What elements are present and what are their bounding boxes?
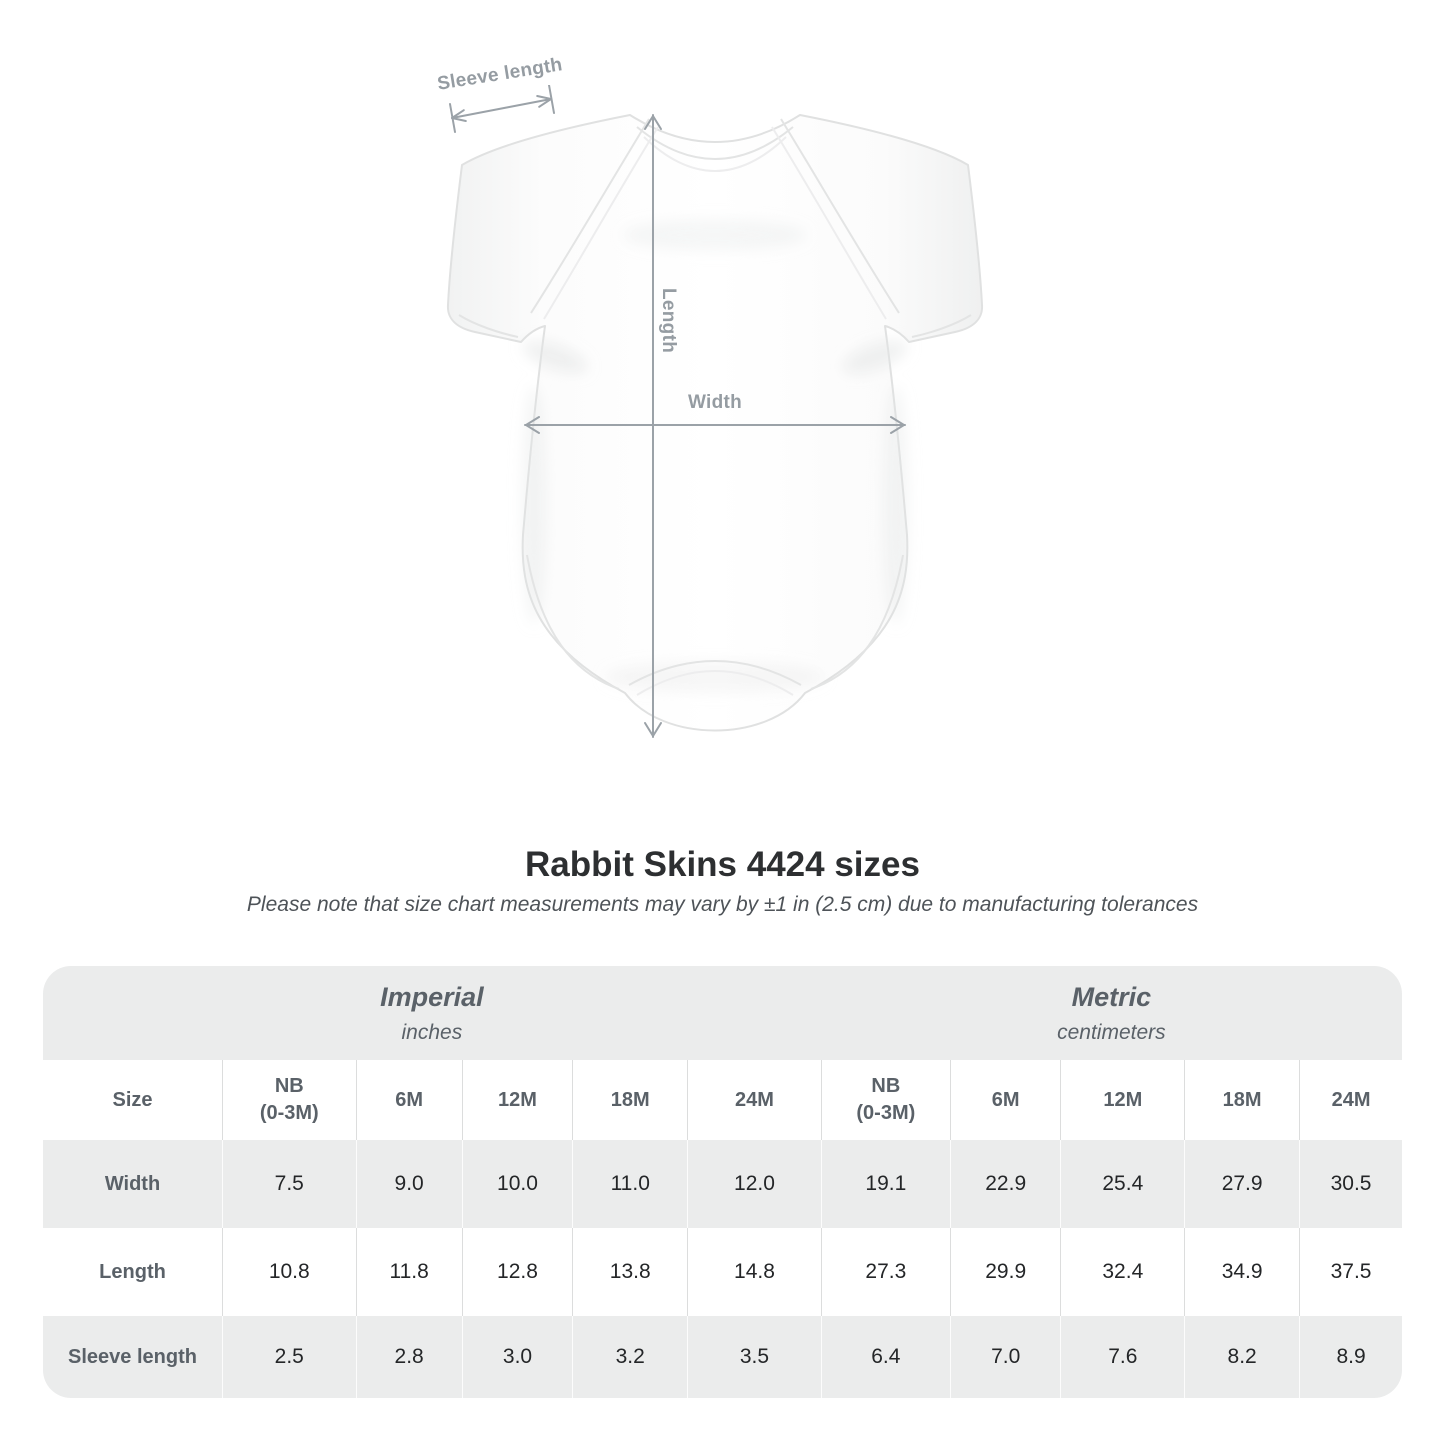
value-cell: 30.5: [1299, 1140, 1402, 1228]
metric-group-title: Metric: [1071, 981, 1152, 1012]
value-cell: 8.9: [1299, 1316, 1402, 1398]
value-cell: 37.5: [1299, 1228, 1402, 1316]
page-title: Rabbit Skins 4424 sizes: [525, 845, 920, 884]
value-cell: 32.4: [1060, 1228, 1184, 1316]
value-cell: 10.0: [462, 1140, 573, 1228]
length-label: Length: [658, 288, 679, 354]
value-cell: 22.9: [950, 1140, 1061, 1228]
column-header-nb-imperial: NB (0-3M): [222, 1060, 356, 1140]
sleeve-length-label: Sleeve length: [435, 54, 564, 95]
row-label-width: Width: [43, 1140, 222, 1228]
row-label-sleeve-length: Sleeve length: [43, 1316, 222, 1398]
imperial-group-unit: inches: [401, 1020, 463, 1044]
value-cell: 10.8: [222, 1228, 356, 1316]
size-corner-label: Size: [112, 1088, 153, 1111]
sleeve-length-arrow: [450, 85, 554, 132]
value-cell: 7.6: [1060, 1316, 1184, 1398]
size-chart-table: [43, 966, 1402, 1398]
metric-group-header: [821, 966, 1402, 1060]
column-header-6m-metric: 6M: [950, 1060, 1061, 1140]
value-cell: 13.8: [572, 1228, 687, 1316]
column-header-12m-imperial: 12M: [462, 1060, 573, 1140]
value-cell: 8.2: [1184, 1316, 1299, 1398]
column-header-6m-imperial: 6M: [356, 1060, 462, 1140]
value-cell: 12.0: [687, 1140, 821, 1228]
imperial-group-title: Imperial: [380, 981, 484, 1012]
column-header-18m-metric: 18M: [1184, 1060, 1299, 1140]
value-cell: 7.0: [950, 1316, 1061, 1398]
value-cell: 34.9: [1184, 1228, 1299, 1316]
value-cell: 12.8: [462, 1228, 573, 1316]
imperial-group-header: [43, 966, 821, 1060]
metric-group-unit: centimeters: [1057, 1020, 1166, 1044]
width-label: Width: [687, 392, 743, 413]
value-cell: 27.9: [1184, 1140, 1299, 1228]
row-label-length: Length: [99, 1260, 166, 1283]
tolerance-note: Please note that size chart measurements may vary by ±1 in (2.5 cm) due to manufacturing tolerances: [246, 893, 1199, 916]
value-cell: 3.5: [687, 1316, 821, 1398]
value-cell: 19.1: [821, 1140, 950, 1228]
value-cell: 2.8: [356, 1316, 462, 1398]
column-header-12m-metric: 12M: [1060, 1060, 1184, 1140]
value-cell: 7.5: [222, 1140, 356, 1228]
value-cell: 11.0: [572, 1140, 687, 1228]
value-cell: 6.4: [821, 1316, 950, 1398]
value-cell: 27.3: [821, 1228, 950, 1316]
column-header-18m-imperial: 18M: [572, 1060, 687, 1140]
value-cell: 3.0: [462, 1316, 573, 1398]
column-header-24m-metric: 24M: [1299, 1060, 1402, 1140]
onesie-svg: [415, 85, 1015, 785]
value-cell: 25.4: [1060, 1140, 1184, 1228]
column-header-24m-imperial: 24M: [687, 1060, 821, 1140]
value-cell: 9.0: [356, 1140, 462, 1228]
onesie-illustration: [415, 85, 1015, 785]
value-cell: 3.2: [572, 1316, 687, 1398]
value-cell: 2.5: [222, 1316, 356, 1398]
column-header-nb-metric: NB (0-3M): [821, 1060, 950, 1140]
value-cell: 14.8: [687, 1228, 821, 1316]
value-cell: 11.8: [356, 1228, 462, 1316]
value-cell: 29.9: [950, 1228, 1061, 1316]
